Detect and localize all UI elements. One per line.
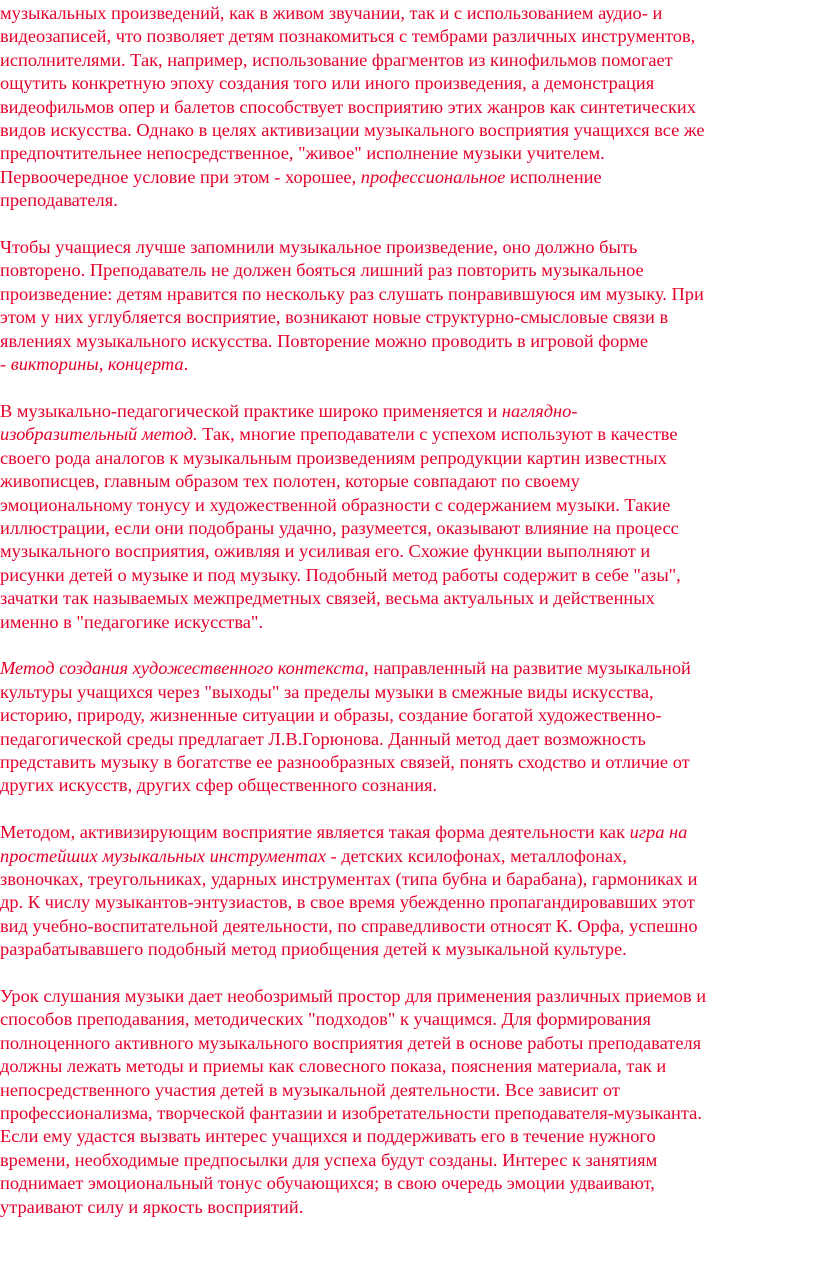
text-run: видеозаписей, что позволяет детям познакомиться с тембрами различных инструментов, [0, 26, 696, 47]
text-run: произведение: детям нравится по нескольку раз слушать понравившуюся им музыку. При [0, 283, 704, 304]
text-run: преподавателя. [0, 190, 118, 211]
text-line [0, 587, 810, 610]
text-run: исполнителями. Так, например, использование фрагментов из кинофильмов помогает [0, 49, 673, 70]
text-line [0, 189, 810, 212]
text-line [0, 868, 810, 891]
text-line [0, 681, 810, 704]
text-run: иллюстрации, если они подобраны удачно, разумеется, оказывают влияние на процесс [0, 517, 679, 538]
text-line [0, 353, 810, 376]
text-line [0, 517, 810, 540]
text-line [0, 891, 810, 914]
italic-term: Метод создания художественного контекста [0, 658, 365, 679]
text-line [0, 938, 810, 961]
text-run: музыкальных произведений, как в живом звучании, так и с использованием аудио- и [0, 3, 663, 23]
text-line [0, 915, 810, 938]
text-line [0, 1032, 810, 1055]
text-line [0, 1196, 810, 1219]
text-line [0, 1102, 810, 1125]
text-run: полноценного активного музыкального восприятия детей в основе работы преподавателя [0, 1032, 702, 1053]
text-run: рисунки детей о музыке и под музыку. Подобный метод работы содержит в себе "азы", [0, 564, 681, 585]
italic-term: наглядно- [501, 400, 578, 421]
text-line [0, 494, 810, 517]
text-line [0, 25, 810, 48]
text-run: утраивают силу и яркость восприятий. [0, 1196, 304, 1217]
italic-term: простейших музыкальных инструментах [0, 845, 326, 866]
text-run: историю, природу, жизненные ситуации и образы, создание богатой художественно- [0, 705, 662, 726]
text-line [0, 1149, 810, 1172]
text-line [0, 236, 810, 259]
text-run: зачатки так называемых межпредметных связей, весьма актуальных и действенных [0, 588, 655, 609]
text-line [0, 330, 810, 353]
text-line [0, 470, 810, 493]
text-line [0, 119, 810, 142]
italic-term: игра на [629, 822, 688, 843]
text-line [0, 447, 810, 470]
text-run: Первоочередное условие при этом - хорошее, [0, 166, 361, 187]
paragraph-1 [0, 2, 810, 213]
text-line [0, 96, 810, 119]
text-run: способов преподавания, методических "подходов" к учащимся. Для формирования [0, 1009, 651, 1030]
text-line [0, 259, 810, 282]
text-line [0, 564, 810, 587]
text-run: своего рода аналогов к музыкальным произведениям репродукции картин известных [0, 447, 667, 468]
text-run: Так, многие преподаватели с успехом используют в качестве [197, 424, 678, 445]
text-line [0, 985, 810, 1008]
text-line [0, 423, 810, 446]
text-run: видов искусства. Однако в целях активизации музыкального восприятия учащихся все же [0, 120, 705, 141]
text-run: профессионализма, творческой фантазии и изобретательности преподавателя-музыканта. [0, 1103, 702, 1124]
text-line [0, 728, 810, 751]
text-run: Методом, активизирующим восприятие является такая форма деятельности как [0, 822, 630, 843]
italic-term: викторины, концерта [10, 354, 184, 375]
text-run: повторено. Преподаватель не должен бояться лишний раз повторить музыкальное [0, 260, 644, 281]
text-run: Чтобы учащиеся лучше запомнили музыкальное произведение, оно должно быть [0, 237, 638, 258]
text-run: , направленный на развитие музыкальной [364, 658, 691, 679]
text-run: других искусств, других сфер общественного сознания. [0, 775, 438, 796]
text-line [0, 1055, 810, 1078]
text-line [0, 540, 810, 563]
text-line [0, 142, 810, 165]
paragraph-5 [0, 821, 810, 961]
text-run: др. К числу музыкантов-энтузиастов, в свое время убежденно пропагандировавших этот [0, 892, 695, 913]
text-line [0, 49, 810, 72]
text-run: непосредственного участия детей в музыкальной деятельности. Все зависит от [0, 1079, 620, 1100]
text-line [0, 1172, 810, 1195]
text-run: именно в "педагогике искусства". [0, 611, 264, 632]
text-run: В музыкально-педагогической практике широко применяется и [0, 400, 502, 421]
text-line [0, 400, 810, 423]
text-run: представить музыку в богатстве ее разнообразных связей, понять сходство и отличие от [0, 751, 690, 772]
text-line [0, 1125, 810, 1148]
text-run: живописцев, главным образом тех полотен, которые совпадают по своему [0, 471, 580, 492]
text-run: музыкального восприятия, оживляя и усиливая его. Схожие функции выполняют и [0, 541, 651, 562]
text-line [0, 1008, 810, 1031]
text-line [0, 657, 810, 680]
text-line [0, 1079, 810, 1102]
text-run: Урок слушания музыки дает необозримый простор для применения различных приемов и [0, 985, 707, 1006]
text-line [0, 751, 810, 774]
text-run: поднимает эмоциональный тонус обучающихся; в свою очередь эмоции удваивают, [0, 1173, 655, 1194]
text-run: ощутить конкретную эпоху создания того или иного произведения, а демонстрация [0, 73, 655, 94]
text-line [0, 611, 810, 634]
text-run: педагогической среды предлагает Л.В.Горюнова. Данный метод дает возможность [0, 728, 646, 749]
text-run: предпочтительнее непосредственное, "живое" исполнение музыки учителем. [0, 143, 605, 164]
text-run: видеофильмов опер и балетов способствует восприятию этих жанров как синтетических [0, 96, 696, 117]
text-run: разрабатывавшего подобный метод приобщения детей к музыкальной культуре. [0, 939, 627, 960]
italic-term: изобразительный метод. [0, 424, 198, 445]
text-line [0, 704, 810, 727]
text-run: - детских ксилофонах, металлофонах, [325, 845, 627, 866]
paragraph-4 [0, 657, 810, 797]
text-run: эмоциональному тонусу и художественной образности с содержанием музыки. Такие [0, 494, 671, 515]
paragraph-2 [0, 236, 810, 376]
paragraph-3 [0, 400, 810, 634]
text-line [0, 2, 810, 25]
text-run: культуры учащихся через "выходы" за пределы музыки в смежные виды искусства, [0, 681, 654, 702]
text-run: звоночках, треугольниках, ударных инструментах (типа бубна и барабана), гармониках и [0, 868, 698, 889]
text-run: этом у них углубляется восприятие, возникают новые структурно-смысловые связи в [0, 307, 669, 328]
text-run: исполнение [505, 166, 602, 187]
text-line [0, 283, 810, 306]
text-run: - [0, 354, 11, 375]
paragraph-6 [0, 985, 810, 1219]
text-line [0, 306, 810, 329]
italic-term: профессиональное [360, 166, 506, 187]
text-line [0, 845, 810, 868]
text-line [0, 774, 810, 797]
text-line [0, 72, 810, 95]
text-line [0, 821, 810, 844]
text-line [0, 166, 810, 189]
text-run: явлениях музыкального искусства. Повторение можно проводить в игровой форме [0, 330, 649, 351]
text-run: . [183, 354, 189, 375]
text-run: вид учебно-воспитательной деятельности, по справедливости относят К. Орфа, успешно [0, 915, 698, 936]
text-run: должны лежать методы и приемы как словесного показа, пояснения материала, так и [0, 1056, 667, 1077]
text-run: времени, необходимые предпосылки для успеха будут созданы. Интерес к занятиям [0, 1149, 658, 1170]
text-run: Если ему удастся вызвать интерес учащихся и поддерживать его в течение нужного [0, 1126, 656, 1147]
